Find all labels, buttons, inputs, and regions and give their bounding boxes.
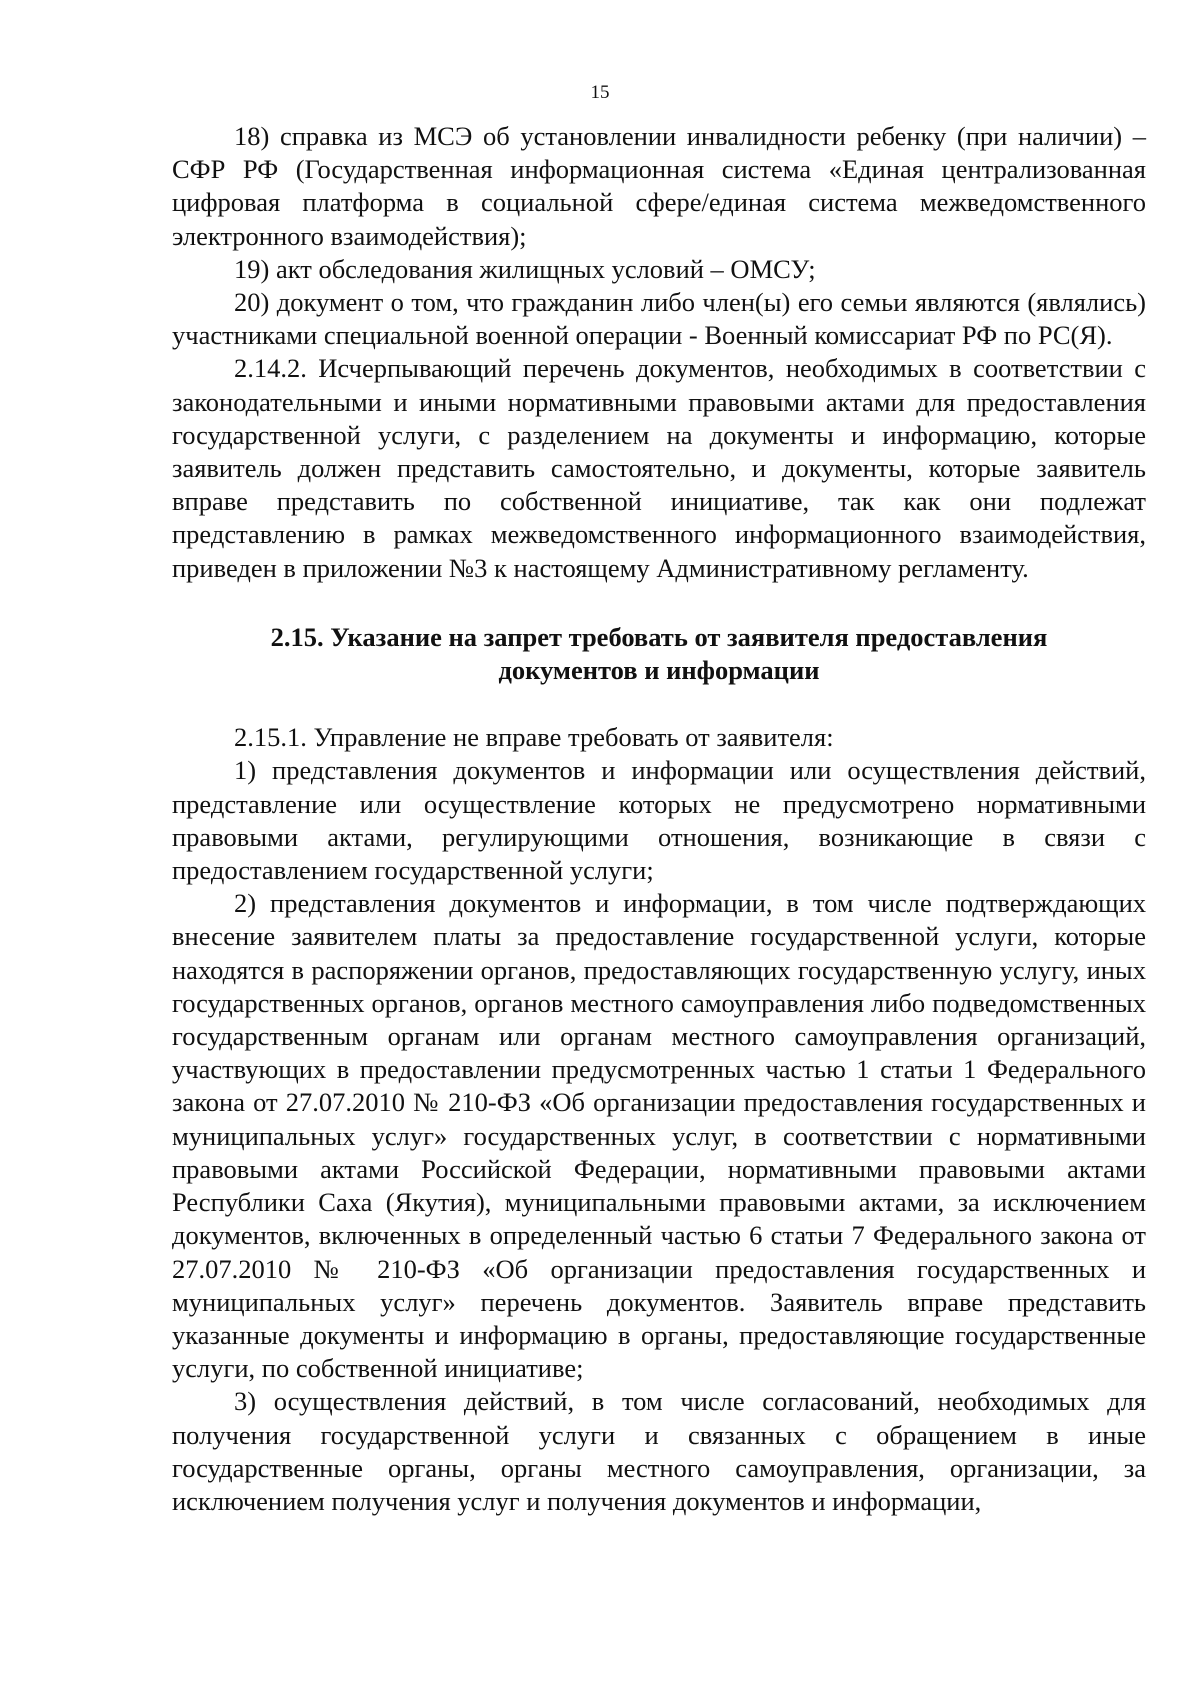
paragraph-clause-1: 1) представления документов и информации или осуществления действий, представление или осуществление которых не предусмотрено нормативными правовыми актами, регулирующими отношения, возникающие в связи с предоставлением государственной услуги; xyxy=(172,755,1146,886)
paragraph-item-20: 20) документ о том, что гражданин либо член(ы) его семьи являются (являлись) участниками специальной военной операции - Военный комиссариат РФ по РС(Я). xyxy=(172,287,1146,351)
paragraph-clause-2: 2) представления документов и информации, в том числе подтверждающих внесение заявителем платы за предоставление государственной услуги, которые находятся в распоряжении органов, предоставляющих государственную услугу, иных государственных органов, органов местного самоуправления либо подведомственных государственным органам или органам местного самоуправления организаций, участвующих в предоставлении предусмотренных частью 1 статьи 1 Федерального закона от 27.07.2010 № 210-ФЗ «Об организации предоставления государственных и муниципальных услуг» государственных услуг, в соответствии с нормативными правовыми актами Российской Федерации, нормативными правовыми актами Республики Саха (Якутия), муниципальными правовыми актами, за исключением документов, включенных в определенный частью 6 статьи 7 Федерального закона от 27.07.2010 № 210-ФЗ «Об организации предоставления государственных и муниципальных услуг» перечень документов. Заявитель вправе представить указанные документы и информацию в органы, предоставляющие государственные услуги, по собственной инициативе; xyxy=(172,888,1146,1384)
paragraph-2-14-2: 2.14.2. Исчерпывающий перечень документов, необходимых в соответствии с законодательными и иными нормативными правовыми актами для предоставления государственной услуги, с разделением на документы и информацию, которые заявитель должен представить самостоятельно, и документы, которые заявитель вправе представить по собственной инициативе, так как они подлежат представлению в рамках межведомственного информационного взаимодействия, приведен в приложении №3 к настоящему Административному регламенту. xyxy=(172,353,1146,583)
paragraph-2-15-1: 2.15.1. Управление не вправе требовать от заявителя: xyxy=(234,722,834,753)
document-body xyxy=(172,120,1146,1518)
paragraph-clause-3: 3) осуществления действий, в том числе согласований, необходимых для получения государственной услуги и связанных с обращением в иные государственные органы, органы местного самоуправления, организации, за исключением получения услуг и получения документов и информации, xyxy=(172,1386,1146,1516)
section-heading-line-1: 2.15. Указание на запрет требовать от заявителя предоставления xyxy=(270,621,1048,652)
section-heading-line-2: документов и информации xyxy=(498,655,820,686)
page-number: 15 xyxy=(590,82,610,103)
section-heading xyxy=(172,621,1146,687)
paragraph-item-19: 19) акт обследования жилищных условий – ОМСУ; xyxy=(234,253,816,284)
paragraph-item-18: 18) справка из МСЭ об установлении инвалидности ребенку (при наличии) – СФР РФ (Государственная информационная система «Единая централизованная цифровая платформа в социальной сфере/единая система межведомственного электронного взаимодействия); xyxy=(172,121,1146,251)
